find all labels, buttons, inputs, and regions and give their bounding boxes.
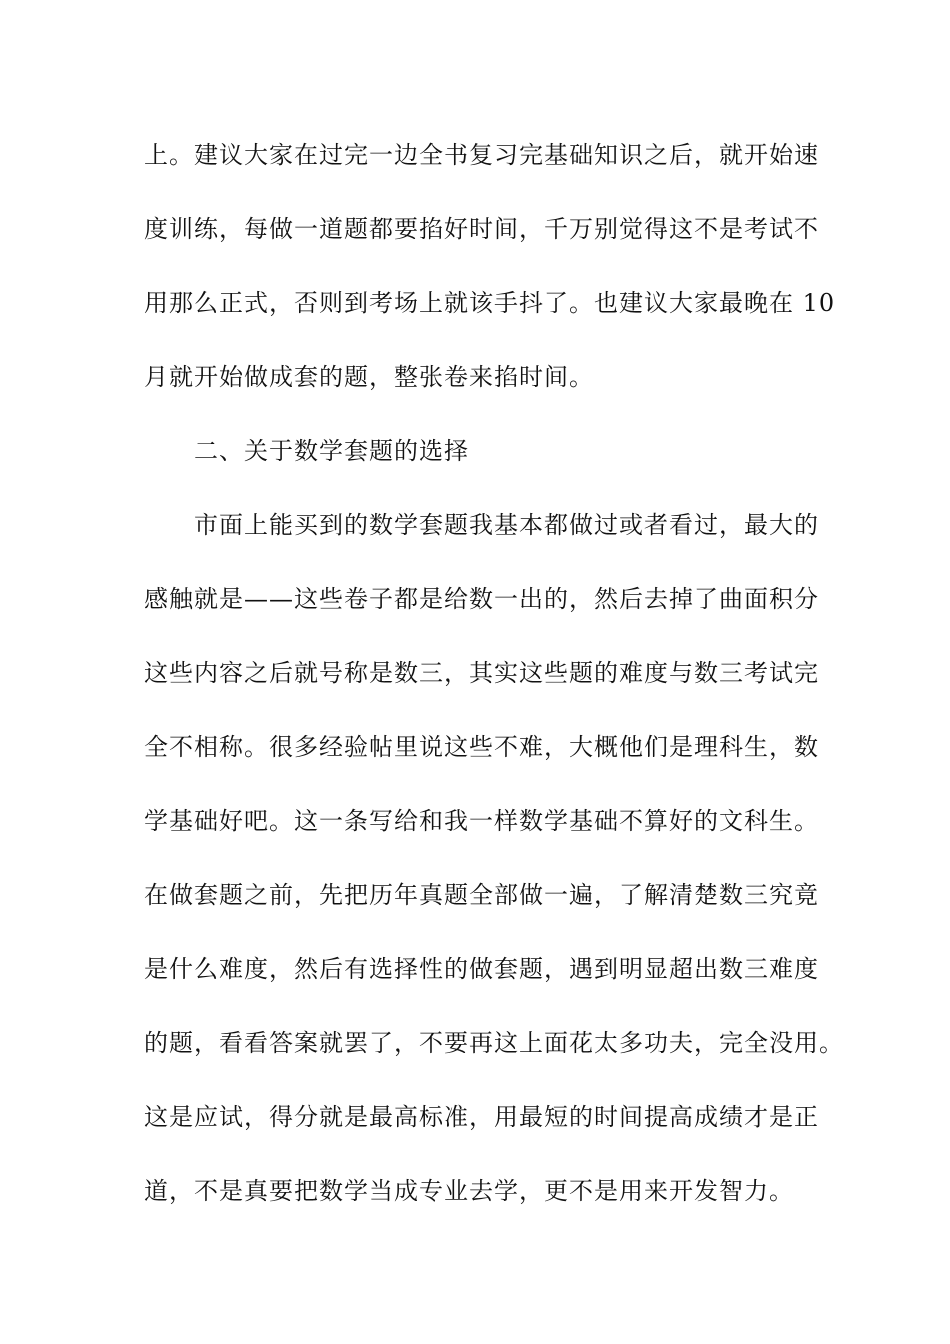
paragraph-first-line: 市面上能买到的数学套题我基本都做过或者看过，最大的 — [194, 511, 819, 539]
text-line: 上。建议大家在过完一边全书复习完基础知识之后，就开始速 — [144, 141, 819, 169]
text-line: 在做套题之前，先把历年真题全部做一遍，了解清楚数三究竟 — [144, 881, 819, 909]
text-line: 这是应试，得分就是最高标准，用最短的时间提高成绩才是正 — [144, 1103, 819, 1131]
text-line: 道，不是真要把数学当成专业去学，更不是用来开发智力。 — [144, 1177, 794, 1205]
text-line: 是什么难度，然后有选择性的做套题，遇到明显超出数三难度 — [144, 955, 819, 983]
text-line: 这些内容之后就号称是数三，其实这些题的难度与数三考试完 — [144, 659, 819, 687]
text-line: 度训练，每做一道题都要掐好时间，千万别觉得这不是考试不 — [144, 215, 819, 243]
text-line: 学基础好吧。这一条写给和我一样数学基础不算好的文科生。 — [144, 807, 819, 835]
text-line: 感触就是——这些卷子都是给数一出的，然后去掉了曲面积分 — [144, 585, 819, 613]
text-line: 全不相称。很多经验帖里说这些不难，大概他们是理科生，数 — [144, 733, 819, 761]
text-line: 的题，看看答案就罢了，不要再这上面花太多功夫，完全没用。 — [144, 1029, 844, 1057]
section-heading: 二、关于数学套题的选择 — [194, 437, 469, 465]
text-line: 用那么正式，否则到考场上就该手抖了。也建议大家最晚在 10 — [144, 289, 836, 317]
text-line: 月就开始做成套的题，整张卷来掐时间。 — [144, 363, 594, 391]
